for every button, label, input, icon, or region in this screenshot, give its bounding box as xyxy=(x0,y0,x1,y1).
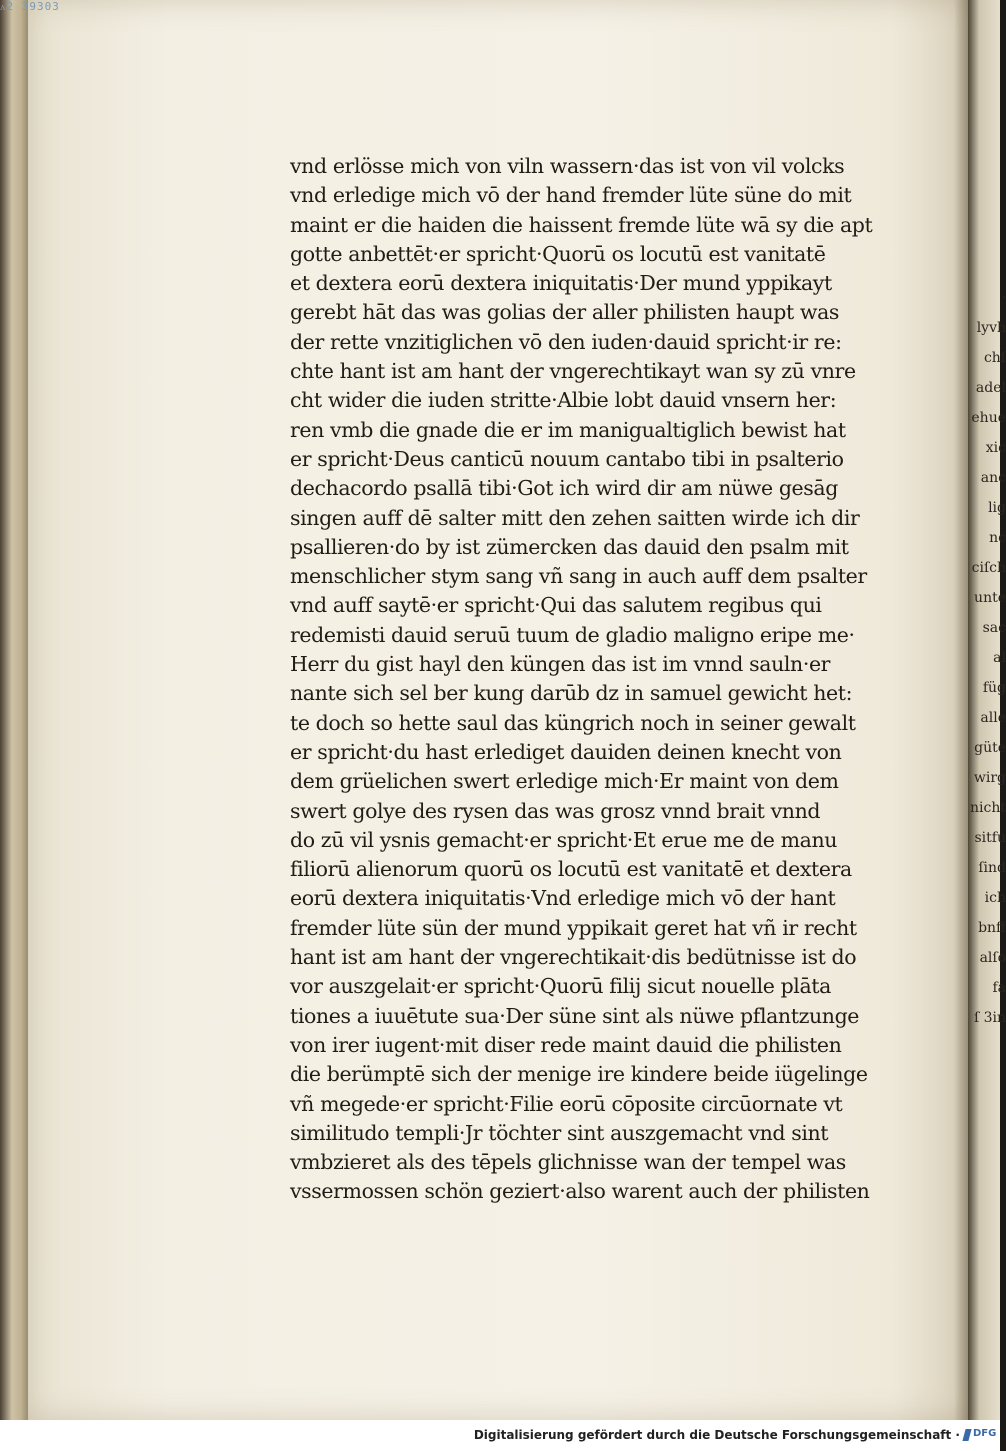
adjacent-page-fragment: adel xyxy=(975,380,1006,396)
text-line: psallieren·do by ist zümercken das dauid den psalm mit xyxy=(290,534,849,559)
adjacent-page-fragment: · xyxy=(1001,290,1006,306)
footer-bar xyxy=(0,1420,1000,1451)
adjacent-page-fragment: ſind xyxy=(978,860,1006,876)
funding-notice: Digitalisierung gefördert durch die Deutsche Forschungsgemeinschaft · xyxy=(473,1428,960,1442)
text-line: er spricht·Deus canticū nouum cantabo tibi in psalterio xyxy=(290,446,844,471)
adjacent-page-fragment: alſo xyxy=(979,950,1006,966)
text-line: swert golye des rysen das was grosz vnnd brait vnnd xyxy=(290,798,821,823)
adjacent-page-edge xyxy=(968,0,1006,1420)
adjacent-page-fragment: al xyxy=(993,650,1006,666)
adjacent-page-fragment: lyvh xyxy=(976,320,1006,336)
adjacent-page-fragment: güte xyxy=(974,740,1006,756)
text-line: similitudo templi·Jr töchter sint auszgemacht vnd sint xyxy=(290,1120,829,1145)
text-line: fremder lüte sün der mund yppikait geret hat vñ ir recht xyxy=(290,915,857,940)
adjacent-page-fragment: ciſch xyxy=(971,560,1006,576)
text-line: nante sich sel ber kung darūb dz in samuel gewicht het: xyxy=(290,681,853,706)
adjacent-page-fragment: bnff xyxy=(978,920,1006,936)
text-line: vssermossen schön geziert·also warent auch der philisten xyxy=(290,1179,870,1204)
text-line: vmbzieret als des tēpels glichnisse wan der tempel was xyxy=(290,1150,846,1175)
text-line: hant ist am hant der vngerechtikait·dis bedütnisse ist do xyxy=(290,945,857,970)
left-book-edge xyxy=(0,0,30,1420)
text-line: vnd erlösse mich von viln wassern·das ist von vil volcks xyxy=(290,154,845,178)
text-line: von irer iugent·mit diser rede maint dauid die philisten xyxy=(290,1032,842,1057)
text-line: chte hant ist am hant der vngerechtikayt wan sy zū vnre xyxy=(290,359,856,384)
text-line: filiorū alienorum quorū os locutū est vanitatē et dextera xyxy=(290,857,852,882)
text-line: ren vmb die gnade die er im manigualtiglich bewist hat xyxy=(290,417,846,442)
dfg-logo[interactable] xyxy=(964,1426,997,1444)
adjacent-page-fragment: lig xyxy=(988,500,1006,516)
text-line: do zū vil ysnis gemacht·er spricht·Et erue me de manu xyxy=(290,827,838,852)
text-line: die berümptē sich der menige ire kindere beide iügelinge xyxy=(290,1062,868,1087)
adjacent-page-fragment: füg xyxy=(982,680,1006,696)
dfg-logo-mark xyxy=(962,1429,971,1441)
text-line: vor auszgelait·er spricht·Quorū filij sicut nouelle plāta xyxy=(290,974,831,999)
adjacent-page-fragment: ich xyxy=(984,890,1006,906)
text-line: vnd erledige mich vō der hand fremder lüte süne do mit xyxy=(290,183,852,208)
adjacent-page-fragment: sitfu xyxy=(974,830,1006,846)
scan-shelfmark: ᴧ2 39303 xyxy=(0,0,60,13)
text-line: eorū dextera iniquitatis·Vnd erledige mich vō der hant xyxy=(290,886,836,911)
adjacent-page-fragment: fa xyxy=(992,980,1006,996)
text-line: dechacordo psallā tibi·Got ich wird dir am nüwe gesāg xyxy=(290,476,838,501)
text-line: dem grüelichen swert erledige mich·Er maint von dem xyxy=(290,769,839,794)
adjacent-page-fragment: ehue xyxy=(971,410,1006,426)
text-line: er spricht·du hast erlediget dauiden deinen knecht von xyxy=(290,739,842,764)
text-line: vñ megede·er spricht·Filie eorū cōposite circūornate vt xyxy=(290,1091,843,1116)
adjacent-page-fragment: alle xyxy=(980,710,1006,726)
adjacent-page-fragment: xic xyxy=(985,440,1006,456)
adjacent-page-fragment: ſ 3in xyxy=(973,1010,1006,1026)
text-line: vnd auff saytē·er spricht·Qui das salutem regibus qui xyxy=(290,593,822,618)
text-line: redemisti dauid seruū tuum de gladio maligno eripe me· xyxy=(290,622,855,647)
text-line: gerebt hāt das was golias der aller philisten haupt was xyxy=(290,300,840,325)
adjacent-page-fragment: chſ xyxy=(983,350,1006,366)
adjacent-page-fragment: sac xyxy=(982,620,1006,636)
adjacent-page-fragment: wirg xyxy=(973,770,1006,786)
text-line: singen auff dē salter mitt den zehen saitten wirde ich dir xyxy=(290,505,860,530)
text-line: gotte anbettēt·er spricht·Quorū os locutū est vanitatē xyxy=(290,241,826,266)
text-line: der rette vnzitiglichen vō den iuden·dauid spricht·ir re: xyxy=(290,329,842,354)
text-line: te doch so hette saul das küngrich noch in seiner gewalt xyxy=(290,710,856,735)
text-line: Herr du gist hayl den küngen das ist im vnnd sauln·er xyxy=(290,652,831,677)
adjacent-page-fragment: unte xyxy=(974,590,1006,606)
text-line: tiones a iuuētute sua·Der süne sint als nüwe pflantzunge xyxy=(290,1003,860,1028)
adjacent-page-fragment: nicht xyxy=(970,800,1006,816)
page-text xyxy=(290,152,890,1207)
adjacent-page-fragment: anc xyxy=(980,470,1006,486)
dfg-logo-label: DFG xyxy=(973,1428,997,1439)
page-gutter-shadow xyxy=(954,0,968,1420)
adjacent-page-fragment: nc xyxy=(989,530,1006,546)
text-line: menschlicher stym sang vñ sang in auch auff dem psalter xyxy=(290,564,867,589)
text-line: cht wider die iuden stritte·Albie lobt dauid vnsern her: xyxy=(290,388,837,413)
text-line: et dextera eorū dextera iniquitatis·Der mund yppikayt xyxy=(290,271,832,296)
text-line: maint er die haiden die haissent fremde lüte wā sy die apt xyxy=(290,212,873,237)
